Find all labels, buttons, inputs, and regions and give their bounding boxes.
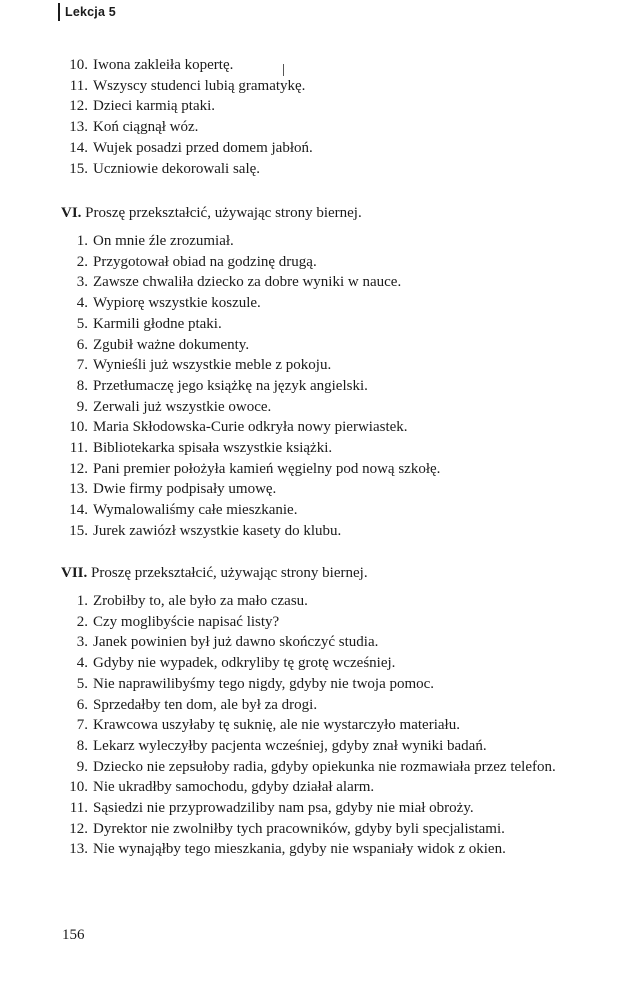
list-item	[56, 521, 596, 542]
item-number: 14.	[69, 502, 88, 519]
item-number: 7.	[76, 717, 88, 734]
list-item	[56, 674, 596, 695]
list-item	[56, 138, 596, 159]
item-text: Dzieci karmią ptaki.	[93, 98, 216, 115]
list-item	[56, 252, 596, 273]
list-item	[56, 117, 596, 138]
list-item	[56, 695, 596, 716]
list-item	[56, 819, 596, 840]
list-item	[56, 591, 596, 612]
item-number: 15.	[69, 522, 88, 539]
list-item	[56, 798, 596, 819]
item-number: 9.	[76, 758, 88, 775]
list-item	[56, 757, 596, 778]
item-text: Zgubił ważne dokumenty.	[93, 336, 250, 353]
item-number: 5.	[76, 675, 88, 692]
item-text: Sprzedałby ten dom, ale był za drogi.	[93, 696, 318, 713]
item-text: Wszyscy studenci lubią gramatykę.	[93, 77, 306, 94]
list-item	[56, 355, 596, 376]
item-text: Dwie firmy podpisały umowę.	[93, 481, 277, 498]
item-text: Pani premier położyła kamień węgielny pod nową szkołę.	[93, 460, 441, 477]
item-number: 13.	[69, 841, 88, 858]
item-text: Krawcowa uszyłaby tę suknię, ale nie wystarczyło materiału.	[93, 717, 460, 734]
item-text: Karmili głodne ptaki.	[93, 315, 222, 332]
section-vi-title	[61, 203, 362, 223]
item-number: 8.	[76, 737, 88, 754]
list-item	[56, 500, 596, 521]
item-number: 13.	[69, 119, 88, 136]
item-number: 4.	[76, 655, 88, 672]
item-text: Zrobiłby to, ale było za mało czasu.	[93, 593, 308, 609]
list-item	[56, 314, 596, 335]
item-number: 3.	[76, 274, 88, 291]
list-item	[56, 612, 596, 633]
list-item	[56, 417, 596, 438]
item-number: 14.	[69, 139, 88, 156]
item-text: Iwona zakleiła kopertę.	[93, 57, 234, 73]
header-rule	[58, 3, 60, 21]
item-text: Wynieśli już wszystkie meble z pokoju.	[93, 357, 332, 374]
list-item	[56, 777, 596, 798]
list-item	[56, 293, 596, 314]
item-text: Gdyby nie wypadek, odkryliby tę grotę wcześniej.	[93, 655, 396, 672]
list-item	[56, 839, 596, 860]
item-text: Nie wynająłby tego mieszkania, gdyby nie wspaniały widok z okien.	[93, 841, 506, 858]
item-number: 6.	[76, 336, 88, 353]
item-text: Wujek posadzi przed domem jabłoń.	[93, 139, 313, 156]
item-number: 8.	[76, 377, 88, 394]
item-text: Nie ukradłby samochodu, gdyby działał alarm.	[93, 779, 375, 796]
item-number: 10.	[69, 57, 88, 73]
section-vi-instruction: Proszę przekształcić, używając strony biernej.	[85, 205, 362, 221]
exercise-list-vii	[56, 591, 596, 860]
item-text: On mnie źle zrozumiał.	[93, 233, 234, 249]
item-number: 12.	[69, 460, 88, 477]
item-text: Lekarz wyleczyłby pacjenta wcześniej, gdyby znał wyniki badań.	[93, 737, 487, 754]
item-number: 7.	[76, 357, 88, 374]
item-number: 2.	[76, 613, 88, 630]
exercise-list-top	[56, 55, 596, 179]
list-item	[56, 459, 596, 480]
item-text: Przetłumaczę jego książkę na język angielski.	[93, 377, 368, 394]
item-text: Sąsiedzi nie przyprowadziliby nam psa, gdyby nie miał obroży.	[93, 800, 474, 817]
list-item	[56, 715, 596, 736]
list-item	[56, 96, 596, 117]
item-text: Zerwali już wszystkie owoce.	[93, 398, 272, 415]
item-text: Dziecko nie zepsułoby radia, gdyby opiekunka nie rozmawiała przez telefon.	[93, 758, 556, 775]
item-text: Koń ciągnął wóz.	[93, 119, 199, 136]
section-vii-number: VII.	[61, 565, 88, 581]
item-number: 10.	[69, 419, 88, 436]
item-text: Janek powinien był już dawno skończyć studia.	[93, 634, 379, 651]
list-item	[56, 159, 596, 180]
list-item	[56, 397, 596, 418]
item-number: 1.	[76, 233, 88, 249]
item-text: Uczniowie dekorowali salę.	[93, 160, 261, 177]
item-number: 12.	[69, 820, 88, 837]
item-number: 5.	[76, 315, 88, 332]
list-item	[56, 376, 596, 397]
section-vi-number: VI.	[61, 205, 82, 221]
item-number: 11.	[69, 800, 88, 817]
section-vii-title	[61, 563, 368, 583]
page-number: 156	[62, 927, 85, 943]
item-number: 15.	[69, 160, 88, 177]
item-number: 13.	[69, 481, 88, 498]
item-number: 3.	[76, 634, 88, 651]
item-number: 2.	[76, 253, 88, 270]
list-item	[56, 76, 596, 97]
item-text: Zawsze chwaliła dziecko za dobre wyniki w nauce.	[93, 274, 402, 291]
list-item	[56, 335, 596, 356]
item-number: 11.	[69, 440, 88, 457]
section-vii-instruction: Proszę przekształcić, używając strony biernej.	[91, 565, 368, 581]
item-text: Jurek zawiózł wszystkie kasety do klubu.	[93, 522, 342, 539]
list-item	[56, 736, 596, 757]
exercise-list-vi	[56, 231, 596, 542]
item-text: Przygotował obiad na godzinę drugą.	[93, 253, 317, 270]
item-number: 12.	[69, 98, 88, 115]
item-number: 4.	[76, 295, 88, 312]
item-text: Czy moglibyście napisać listy?	[93, 613, 280, 630]
list-item	[56, 632, 596, 653]
item-text: Bibliotekarka spisała wszystkie książki.	[93, 440, 333, 457]
item-number: 9.	[76, 398, 88, 415]
item-text: Maria Skłodowska-Curie odkryła nowy pierwiastek.	[93, 419, 408, 436]
item-text: Nie naprawilibyśmy tego nigdy, gdyby nie twoja pomoc.	[93, 675, 435, 692]
list-item	[56, 479, 596, 500]
item-text: Wymalowaliśmy całe mieszkanie.	[93, 502, 298, 519]
list-item	[56, 272, 596, 293]
list-item	[56, 438, 596, 459]
list-item	[56, 653, 596, 674]
item-number: 6.	[76, 696, 88, 713]
item-number: 10.	[69, 779, 88, 796]
running-header	[58, 3, 116, 21]
item-text: Dyrektor nie zwolniłby tych pracowników, gdyby byli specjalistami.	[93, 820, 505, 837]
header-title: Lekcja 5	[65, 5, 116, 19]
list-item	[56, 55, 596, 76]
item-number: 1.	[76, 593, 88, 609]
item-number: 11.	[69, 77, 88, 94]
list-item	[56, 231, 596, 252]
item-text: Wypiorę wszystkie koszule.	[93, 295, 261, 312]
